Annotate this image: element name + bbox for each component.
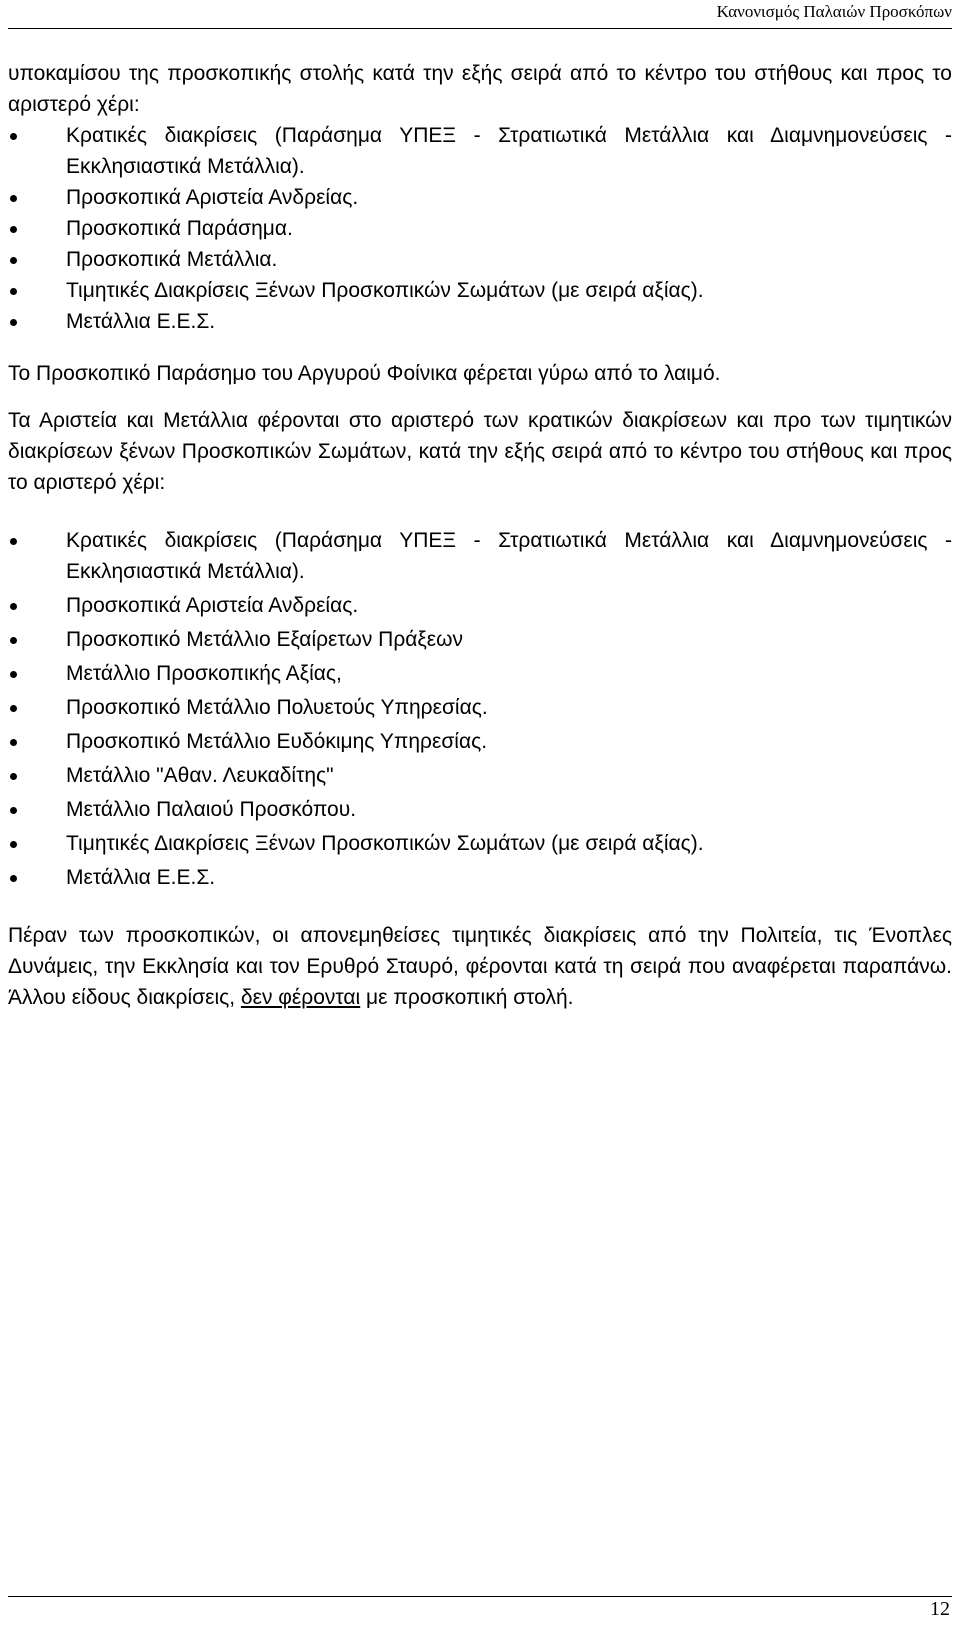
- closing-underlined-phrase: δεν φέρονται: [240, 986, 361, 1009]
- bullet-icon: [10, 841, 17, 848]
- bullet-icon: [10, 257, 17, 264]
- spacer: [8, 896, 952, 920]
- bullet-icon: [10, 773, 17, 780]
- list-item-text: Προσκοπικά Αριστεία Ανδρείας.: [66, 594, 359, 617]
- list-item: [8, 692, 952, 723]
- list-item: [8, 658, 952, 689]
- list-item: [8, 213, 952, 244]
- spacer: [8, 498, 952, 525]
- footer-divider: [8, 1596, 952, 1597]
- list-item-text: Μετάλλια Ε.Ε.Σ.: [66, 310, 216, 333]
- section1-intro: υποκαμίσου της προσκοπικής στολής κατά την εξής σειρά από το κέντρο του στήθους και προς το αριστερό χέρι:: [8, 62, 952, 116]
- closing-text-end: με προσκοπική στολή.: [360, 986, 574, 1009]
- bullet-icon: [10, 133, 17, 140]
- list-item-text: Τιμητικές Διακρίσεις Ξένων Προσκοπικών Σωμάτων (με σειρά αξίας).: [66, 832, 704, 855]
- running-header-title: Κανονισμός Παλαιών Προσκόπων: [716, 2, 952, 21]
- header-divider: [8, 28, 952, 29]
- spacer: [8, 389, 952, 405]
- list-item: [8, 828, 952, 859]
- closing-text-start: Πέραν των προσκοπικών, οι απονεμηθείσες τιμητικές διακρίσεις από την Πολιτεία, τις Ένοπλες Δυνάμεις, την Εκκλησία και τον Ερυθρό Σταυρό, φέρονται κατά τη σειρά που αναφέρεται παραπάνω. Άλλου είδους διακρίσεις,: [8, 924, 952, 1009]
- list-item-text: Προσκοπικό Μετάλλιο Εξαίρετων Πράξεων: [66, 628, 464, 651]
- list-item-text: Κρατικές διακρίσεις (Παράσημα ΥΠΕΞ - Στρατιωτικά Μετάλλια και Διαμνημονεύσεις - Εκκλησιαστικά Μετάλλια).: [66, 124, 952, 178]
- list-item: [8, 275, 952, 306]
- bullet-icon: [10, 637, 17, 644]
- list-item: [8, 182, 952, 213]
- list-item-text: Προσκοπικά Παράσημα.: [66, 217, 293, 240]
- bullet-icon: [10, 603, 17, 610]
- bullet-icon: [10, 319, 17, 326]
- section2-bullet-list: [8, 525, 952, 893]
- list-item: [8, 862, 952, 893]
- list-item: [8, 726, 952, 757]
- silver-phoenix-paragraph: Το Προσκοπικό Παράσημο του Αργυρού Φοίνικα φέρεται γύρω από το λαιμό.: [8, 362, 721, 385]
- spacer: [8, 337, 952, 358]
- bullet-icon: [10, 671, 17, 678]
- list-item-text: Προσκοπικό Μετάλλιο Ευδόκιμης Υπηρεσίας.: [66, 730, 488, 753]
- list-item: [8, 760, 952, 791]
- bullet-icon: [10, 807, 17, 814]
- bullet-icon: [10, 875, 17, 882]
- section2-intro: Τα Αριστεία και Μετάλλια φέρονται στο αριστερό των κρατικών διακρίσεων και προ των τιμητικών διακρίσεων ξένων Προσκοπικών Σωμάτων, κατά την εξής σειρά από το κέντρο του στήθους και προς το αριστερό χέρι:: [8, 409, 952, 494]
- bullet-icon: [10, 739, 17, 746]
- list-item-text: Κρατικές διακρίσεις (Παράσημα ΥΠΕΞ - Στρατιωτικά Μετάλλια και Διαμνημονεύσεις - Εκκλησιαστικά Μετάλλια).: [66, 529, 952, 583]
- bullet-icon: [10, 288, 17, 295]
- list-item: [8, 590, 952, 621]
- list-item: [8, 306, 952, 337]
- list-item-text: Μετάλλιο "Αθαν. Λευκαδίτης": [66, 764, 334, 787]
- section1-bullet-list: [8, 120, 952, 337]
- bullet-icon: [10, 226, 17, 233]
- list-item: [8, 794, 952, 825]
- page-content: [8, 58, 952, 1013]
- closing-paragraph: [8, 920, 952, 1013]
- bullet-icon: [10, 538, 17, 545]
- list-item-text: Προσκοπικό Μετάλλιο Πολυετούς Υπηρεσίας.: [66, 696, 488, 719]
- list-item-text: Προσκοπικά Μετάλλια.: [66, 248, 278, 271]
- page-number: 12: [930, 1598, 950, 1620]
- list-item-text: Μετάλλια Ε.Ε.Σ.: [66, 866, 216, 889]
- list-item-text: Μετάλλιο Προσκοπικής Αξίας,: [66, 662, 342, 685]
- bullet-icon: [10, 195, 17, 202]
- list-item-text: Τιμητικές Διακρίσεις Ξένων Προσκοπικών Σωμάτων (με σειρά αξίας).: [66, 279, 704, 302]
- list-item: [8, 525, 952, 587]
- list-item: [8, 244, 952, 275]
- list-item-text: Μετάλλιο Παλαιού Προσκόπου.: [66, 798, 357, 821]
- bullet-icon: [10, 705, 17, 712]
- list-item: [8, 120, 952, 182]
- list-item: [8, 624, 952, 655]
- list-item-text: Προσκοπικά Αριστεία Ανδρείας.: [66, 186, 359, 209]
